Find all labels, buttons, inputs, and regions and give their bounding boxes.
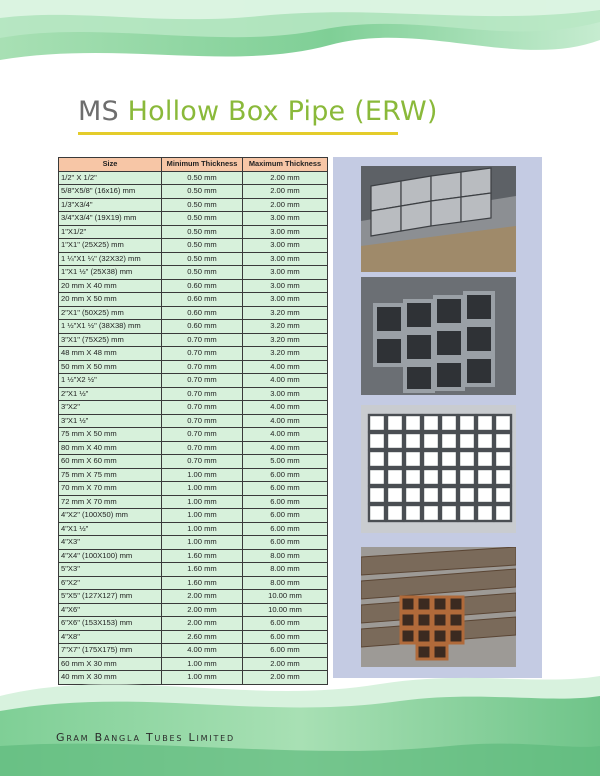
table-row — [59, 225, 328, 239]
cell-min-thickness: 1.00 mm — [162, 482, 243, 496]
table-row — [59, 320, 328, 334]
footer-company-name: Gram Bangla Tubes Limited — [56, 731, 235, 744]
table-row — [59, 360, 328, 374]
cell-min-thickness: 2.00 mm — [162, 590, 243, 604]
cell-min-thickness: 0.50 mm — [162, 185, 243, 199]
cell-max-thickness: 3.00 mm — [243, 279, 328, 293]
cell-min-thickness: 0.70 mm — [162, 347, 243, 361]
cell-size: 1"X1 ½" (25X38) mm — [59, 266, 162, 280]
cell-size: 1 ½"X1 ½" (38X38) mm — [59, 320, 162, 334]
table-row — [59, 644, 328, 658]
cell-min-thickness: 2.00 mm — [162, 617, 243, 631]
table-header-row — [59, 158, 328, 172]
cell-max-thickness: 3.20 mm — [243, 306, 328, 320]
cell-min-thickness: 0.60 mm — [162, 279, 243, 293]
cell-min-thickness: 0.50 mm — [162, 266, 243, 280]
cell-size: 72 mm X 70 mm — [59, 495, 162, 509]
cell-min-thickness: 1.00 mm — [162, 536, 243, 550]
cell-min-thickness: 0.50 mm — [162, 171, 243, 185]
cell-size: 5/8"X5/8" (16x16) mm — [59, 185, 162, 199]
cell-size: 1/3"X3/4" — [59, 198, 162, 212]
cell-min-thickness: 0.70 mm — [162, 414, 243, 428]
cell-size: 60 mm X 30 mm — [59, 657, 162, 671]
cell-max-thickness: 4.00 mm — [243, 428, 328, 442]
cell-size: 20 mm X 40 mm — [59, 279, 162, 293]
cell-size: 60 mm X 60 mm — [59, 455, 162, 469]
top-wave-decoration — [0, 0, 600, 80]
cell-min-thickness: 1.00 mm — [162, 509, 243, 523]
cell-size: 70 mm X 70 mm — [59, 482, 162, 496]
cell-min-thickness: 1.00 mm — [162, 657, 243, 671]
bottom-wave-decoration — [0, 666, 600, 776]
cell-max-thickness: 3.20 mm — [243, 320, 328, 334]
cell-min-thickness: 0.60 mm — [162, 320, 243, 334]
cell-max-thickness: 2.00 mm — [243, 185, 328, 199]
cell-min-thickness: 0.70 mm — [162, 333, 243, 347]
cell-min-thickness: 0.70 mm — [162, 374, 243, 388]
cell-min-thickness: 0.70 mm — [162, 428, 243, 442]
header-max-thickness: Maximum Thickness — [243, 158, 328, 172]
cell-size: 6"X6" (153X153) mm — [59, 617, 162, 631]
cell-max-thickness: 2.00 mm — [243, 198, 328, 212]
cell-min-thickness: 1.00 mm — [162, 468, 243, 482]
table-row — [59, 306, 328, 320]
table-row — [59, 522, 328, 536]
table-row — [59, 563, 328, 577]
cell-max-thickness: 8.00 mm — [243, 563, 328, 577]
cell-min-thickness: 2.00 mm — [162, 603, 243, 617]
table-row — [59, 401, 328, 415]
table-row — [59, 536, 328, 550]
table-row — [59, 414, 328, 428]
cell-max-thickness: 5.00 mm — [243, 455, 328, 469]
cell-size: 1"X1/2" — [59, 225, 162, 239]
cell-size: 3"X2" — [59, 401, 162, 415]
table-row — [59, 441, 328, 455]
table-row — [59, 333, 328, 347]
cell-size: 75 mm X 75 mm — [59, 468, 162, 482]
cell-size: 6"X2" — [59, 576, 162, 590]
table-row — [59, 387, 328, 401]
photo-panel — [333, 157, 542, 678]
cell-max-thickness: 3.00 mm — [243, 387, 328, 401]
cell-size: 3"X1" (75X25) mm — [59, 333, 162, 347]
cell-max-thickness: 6.00 mm — [243, 617, 328, 631]
table-row — [59, 590, 328, 604]
cell-min-thickness: 1.00 mm — [162, 671, 243, 685]
steel-pipes-stack-photo — [361, 166, 516, 272]
cell-max-thickness: 2.00 mm — [243, 171, 328, 185]
table-row — [59, 576, 328, 590]
cell-max-thickness: 3.00 mm — [243, 212, 328, 226]
cell-min-thickness: 0.50 mm — [162, 225, 243, 239]
cell-max-thickness: 4.00 mm — [243, 360, 328, 374]
table-row — [59, 495, 328, 509]
cell-min-thickness: 0.70 mm — [162, 455, 243, 469]
cell-max-thickness: 6.00 mm — [243, 644, 328, 658]
header-min-thickness: Minimum Thickness — [162, 158, 243, 172]
cell-min-thickness: 0.70 mm — [162, 401, 243, 415]
table-row — [59, 212, 328, 226]
table-row — [59, 630, 328, 644]
cell-min-thickness: 0.60 mm — [162, 293, 243, 307]
table-row — [59, 603, 328, 617]
table-row — [59, 482, 328, 496]
cell-size: 1/2" X 1/2" — [59, 171, 162, 185]
cell-size: 5"X5" (127X127) mm — [59, 590, 162, 604]
table-row — [59, 279, 328, 293]
cell-max-thickness: 3.20 mm — [243, 333, 328, 347]
cell-max-thickness: 8.00 mm — [243, 576, 328, 590]
cell-max-thickness: 3.00 mm — [243, 266, 328, 280]
cell-min-thickness: 4.00 mm — [162, 644, 243, 658]
cell-size: 1 ¼"X1 ¼" (32X32) mm — [59, 252, 162, 266]
cell-min-thickness: 1.00 mm — [162, 495, 243, 509]
cell-size: 80 mm X 40 mm — [59, 441, 162, 455]
cell-min-thickness: 1.00 mm — [162, 522, 243, 536]
cell-size: 4"X2" (100X50) mm — [59, 509, 162, 523]
page-title — [78, 96, 438, 127]
cell-min-thickness: 0.50 mm — [162, 239, 243, 253]
cell-size: 4"X6" — [59, 603, 162, 617]
cell-max-thickness: 4.00 mm — [243, 374, 328, 388]
table-row — [59, 549, 328, 563]
table-row — [59, 428, 328, 442]
cell-min-thickness: 0.70 mm — [162, 360, 243, 374]
table-row — [59, 293, 328, 307]
header-size: Size — [59, 158, 162, 172]
cell-max-thickness: 4.00 mm — [243, 401, 328, 415]
cell-size: 4"X1 ½" — [59, 522, 162, 536]
cell-max-thickness: 6.00 mm — [243, 495, 328, 509]
cell-size: 4"X3" — [59, 536, 162, 550]
cell-max-thickness: 6.00 mm — [243, 468, 328, 482]
cell-min-thickness: 0.50 mm — [162, 198, 243, 212]
cell-max-thickness: 3.20 mm — [243, 347, 328, 361]
cell-max-thickness: 6.00 mm — [243, 522, 328, 536]
cell-max-thickness: 6.00 mm — [243, 509, 328, 523]
cell-size: 3"X1 ½" — [59, 414, 162, 428]
cell-max-thickness: 3.00 mm — [243, 293, 328, 307]
cell-min-thickness: 1.60 mm — [162, 563, 243, 577]
cell-size: 50 mm X 50 mm — [59, 360, 162, 374]
cell-size: 20 mm X 50 mm — [59, 293, 162, 307]
cell-min-thickness: 0.50 mm — [162, 252, 243, 266]
steel-pipes-bundle-photo — [361, 405, 516, 533]
cell-max-thickness: 6.00 mm — [243, 482, 328, 496]
title-ms: MS — [78, 96, 119, 127]
table-row — [59, 266, 328, 280]
table-row — [59, 185, 328, 199]
cell-size: 4"X8" — [59, 630, 162, 644]
title-product: Hollow Box Pipe (ERW) — [127, 96, 438, 127]
cell-size: 75 mm X 50 mm — [59, 428, 162, 442]
rusty-pipes-pile-photo — [361, 547, 516, 667]
cell-max-thickness: 4.00 mm — [243, 414, 328, 428]
cell-size: 7"X7" (175X175) mm — [59, 644, 162, 658]
cell-max-thickness: 3.00 mm — [243, 225, 328, 239]
cell-max-thickness: 6.00 mm — [243, 536, 328, 550]
table-row — [59, 239, 328, 253]
table-row — [59, 468, 328, 482]
cell-size: 40 mm X 30 mm — [59, 671, 162, 685]
cell-size: 5"X3" — [59, 563, 162, 577]
table-row — [59, 198, 328, 212]
cell-size: 2"X1" (50X25) mm — [59, 306, 162, 320]
spec-table — [58, 157, 328, 685]
table-row — [59, 617, 328, 631]
cell-max-thickness: 10.00 mm — [243, 590, 328, 604]
cell-max-thickness: 3.00 mm — [243, 252, 328, 266]
table-row — [59, 171, 328, 185]
cell-min-thickness: 0.70 mm — [162, 441, 243, 455]
cell-max-thickness: 8.00 mm — [243, 549, 328, 563]
cell-max-thickness: 2.00 mm — [243, 671, 328, 685]
cell-max-thickness: 3.00 mm — [243, 239, 328, 253]
cell-max-thickness: 6.00 mm — [243, 630, 328, 644]
cell-size: 1"X1" (25X25) mm — [59, 239, 162, 253]
cell-min-thickness: 0.70 mm — [162, 387, 243, 401]
cell-size: 48 mm X 48 mm — [59, 347, 162, 361]
cell-max-thickness: 4.00 mm — [243, 441, 328, 455]
table-row — [59, 252, 328, 266]
steel-pipes-ends-photo — [361, 277, 516, 395]
cell-min-thickness: 0.60 mm — [162, 306, 243, 320]
cell-size: 1 ½"X2 ½" — [59, 374, 162, 388]
cell-size: 4"X4" (100X100) mm — [59, 549, 162, 563]
cell-max-thickness: 2.00 mm — [243, 657, 328, 671]
cell-min-thickness: 1.60 mm — [162, 549, 243, 563]
cell-size: 2"X1 ½" — [59, 387, 162, 401]
table-row — [59, 347, 328, 361]
table-row — [59, 374, 328, 388]
cell-min-thickness: 1.60 mm — [162, 576, 243, 590]
table-row — [59, 509, 328, 523]
cell-min-thickness: 0.50 mm — [162, 212, 243, 226]
table-body — [59, 171, 328, 684]
title-underline — [78, 132, 398, 135]
cell-size: 3/4"X3/4" (19X19) mm — [59, 212, 162, 226]
table-row — [59, 455, 328, 469]
cell-max-thickness: 10.00 mm — [243, 603, 328, 617]
cell-min-thickness: 2.60 mm — [162, 630, 243, 644]
